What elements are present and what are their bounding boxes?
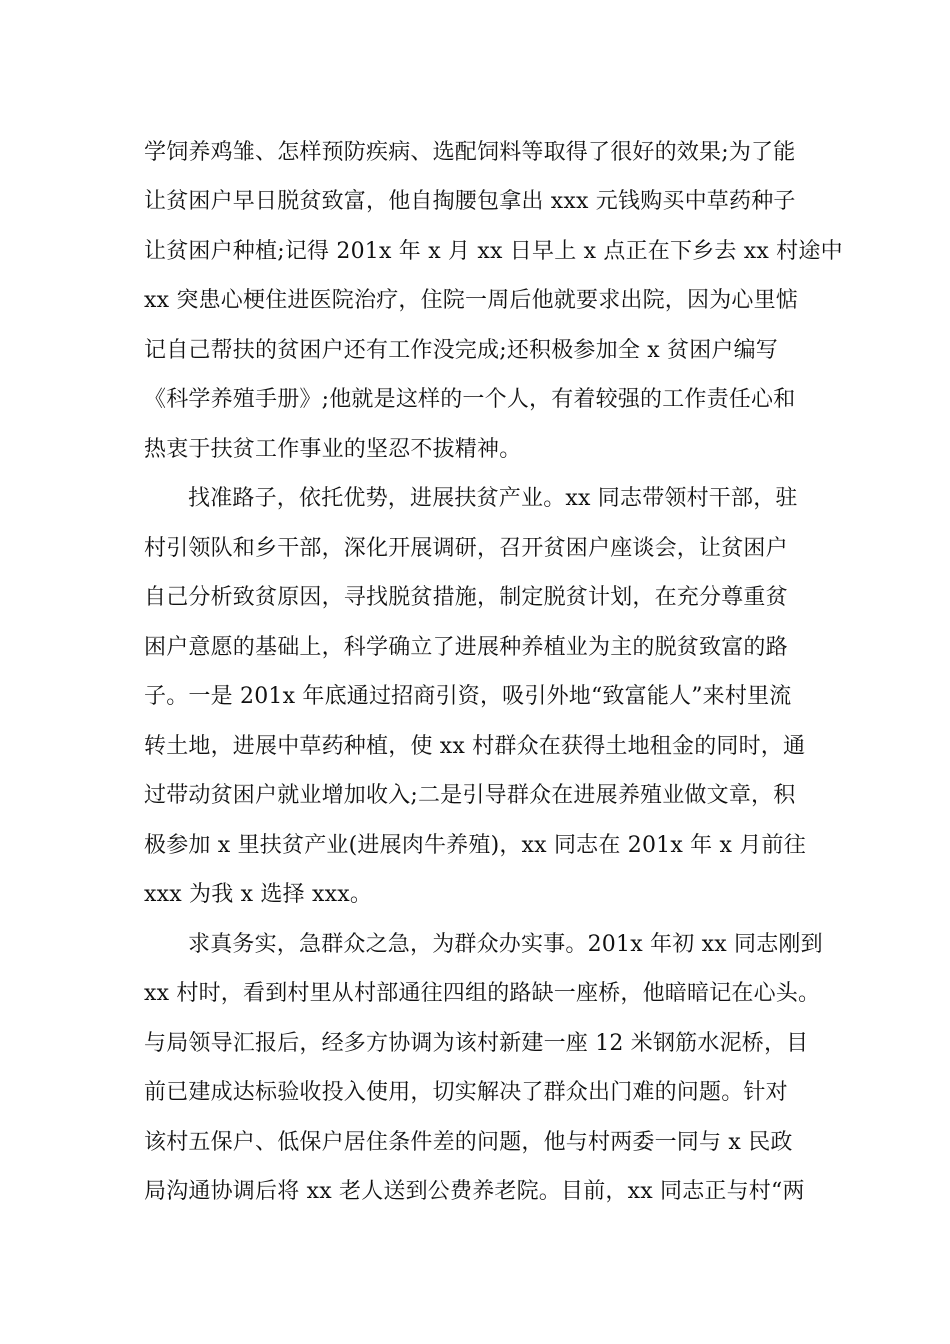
- text-line: xxx 为我 x 选择 xxx。: [144, 882, 373, 907]
- text-line: 自己分析致贫原因，寻找脱贫措施，制定脱贫计划，在充分尊重贫: [144, 585, 788, 610]
- text-line: 过带动贫困户就业增加收入;二是引导群众在进展养殖业做文章，积: [144, 783, 796, 808]
- text-line: 求真务实，急群众之急，为群众办实事。201x 年初 xx 同志刚到: [188, 932, 823, 957]
- text-line: 子。一是 201x 年底通过招商引资，吸引外地“致富能人”来村里流: [144, 684, 792, 709]
- text-line: 《科学养殖手册》;他就是这样的一个人，有着较强的工作责任心和: [144, 387, 796, 412]
- text-line: 找准路子，依托优势，进展扶贫产业。xx 同志带领村干部，驻: [188, 486, 798, 511]
- text-line: 学饲养鸡雏、怎样预防疾病、选配饲料等取得了很好的效果;为了能: [144, 140, 796, 165]
- text-line: 村引领队和乡干部，深化开展调研，召开贫困户座谈会，让贫困户: [144, 536, 788, 561]
- text-line: 让贫困户种植;记得 201x 年 x 月 xx 日早上 x 点正在下乡去 xx 村途中: [144, 239, 843, 264]
- text-line: 记自己帮扶的贫困户还有工作没完成;还积极参加全 x 贫困户编写: [144, 338, 779, 363]
- text-line: 局沟通协调后将 xx 老人送到公费养老院。目前，xx 同志正与村“两: [144, 1179, 805, 1204]
- text-line: xx 村时，看到村里从村部通往四组的路缺一座桥，他暗暗记在心头。: [144, 981, 821, 1006]
- text-line: 热衷于扶贫工作事业的坚忍不拔精神。: [144, 437, 522, 462]
- text-line: 转土地，进展中草药种植，使 xx 村群众在获得土地租金的同时，通: [144, 734, 806, 759]
- text-line: 极参加 x 里扶贫产业(进展肉牛养殖)，xx 同志在 201x 年 x 月前往: [144, 833, 806, 858]
- text-line: 与局领导汇报后，经多方协调为该村新建一座 12 米钢筋水泥桥，目: [144, 1031, 809, 1056]
- text-line: 该村五保户、低保户居住条件差的问题，他与村两委一同与 x 民政: [144, 1130, 793, 1155]
- text-line: xx 突患心梗住进医院治疗，住院一周后他就要求出院，因为心里惦: [144, 288, 799, 313]
- text-line: 前已建成达标验收投入使用，切实解决了群众出门难的问题。针对: [144, 1080, 788, 1105]
- text-line: 让贫困户早日脱贫致富，他自掏腰包拿出 xxx 元钱购买中草药种子: [144, 189, 796, 214]
- text-line: 困户意愿的基础上，科学确立了进展种养植业为主的脱贫致富的路: [144, 635, 788, 660]
